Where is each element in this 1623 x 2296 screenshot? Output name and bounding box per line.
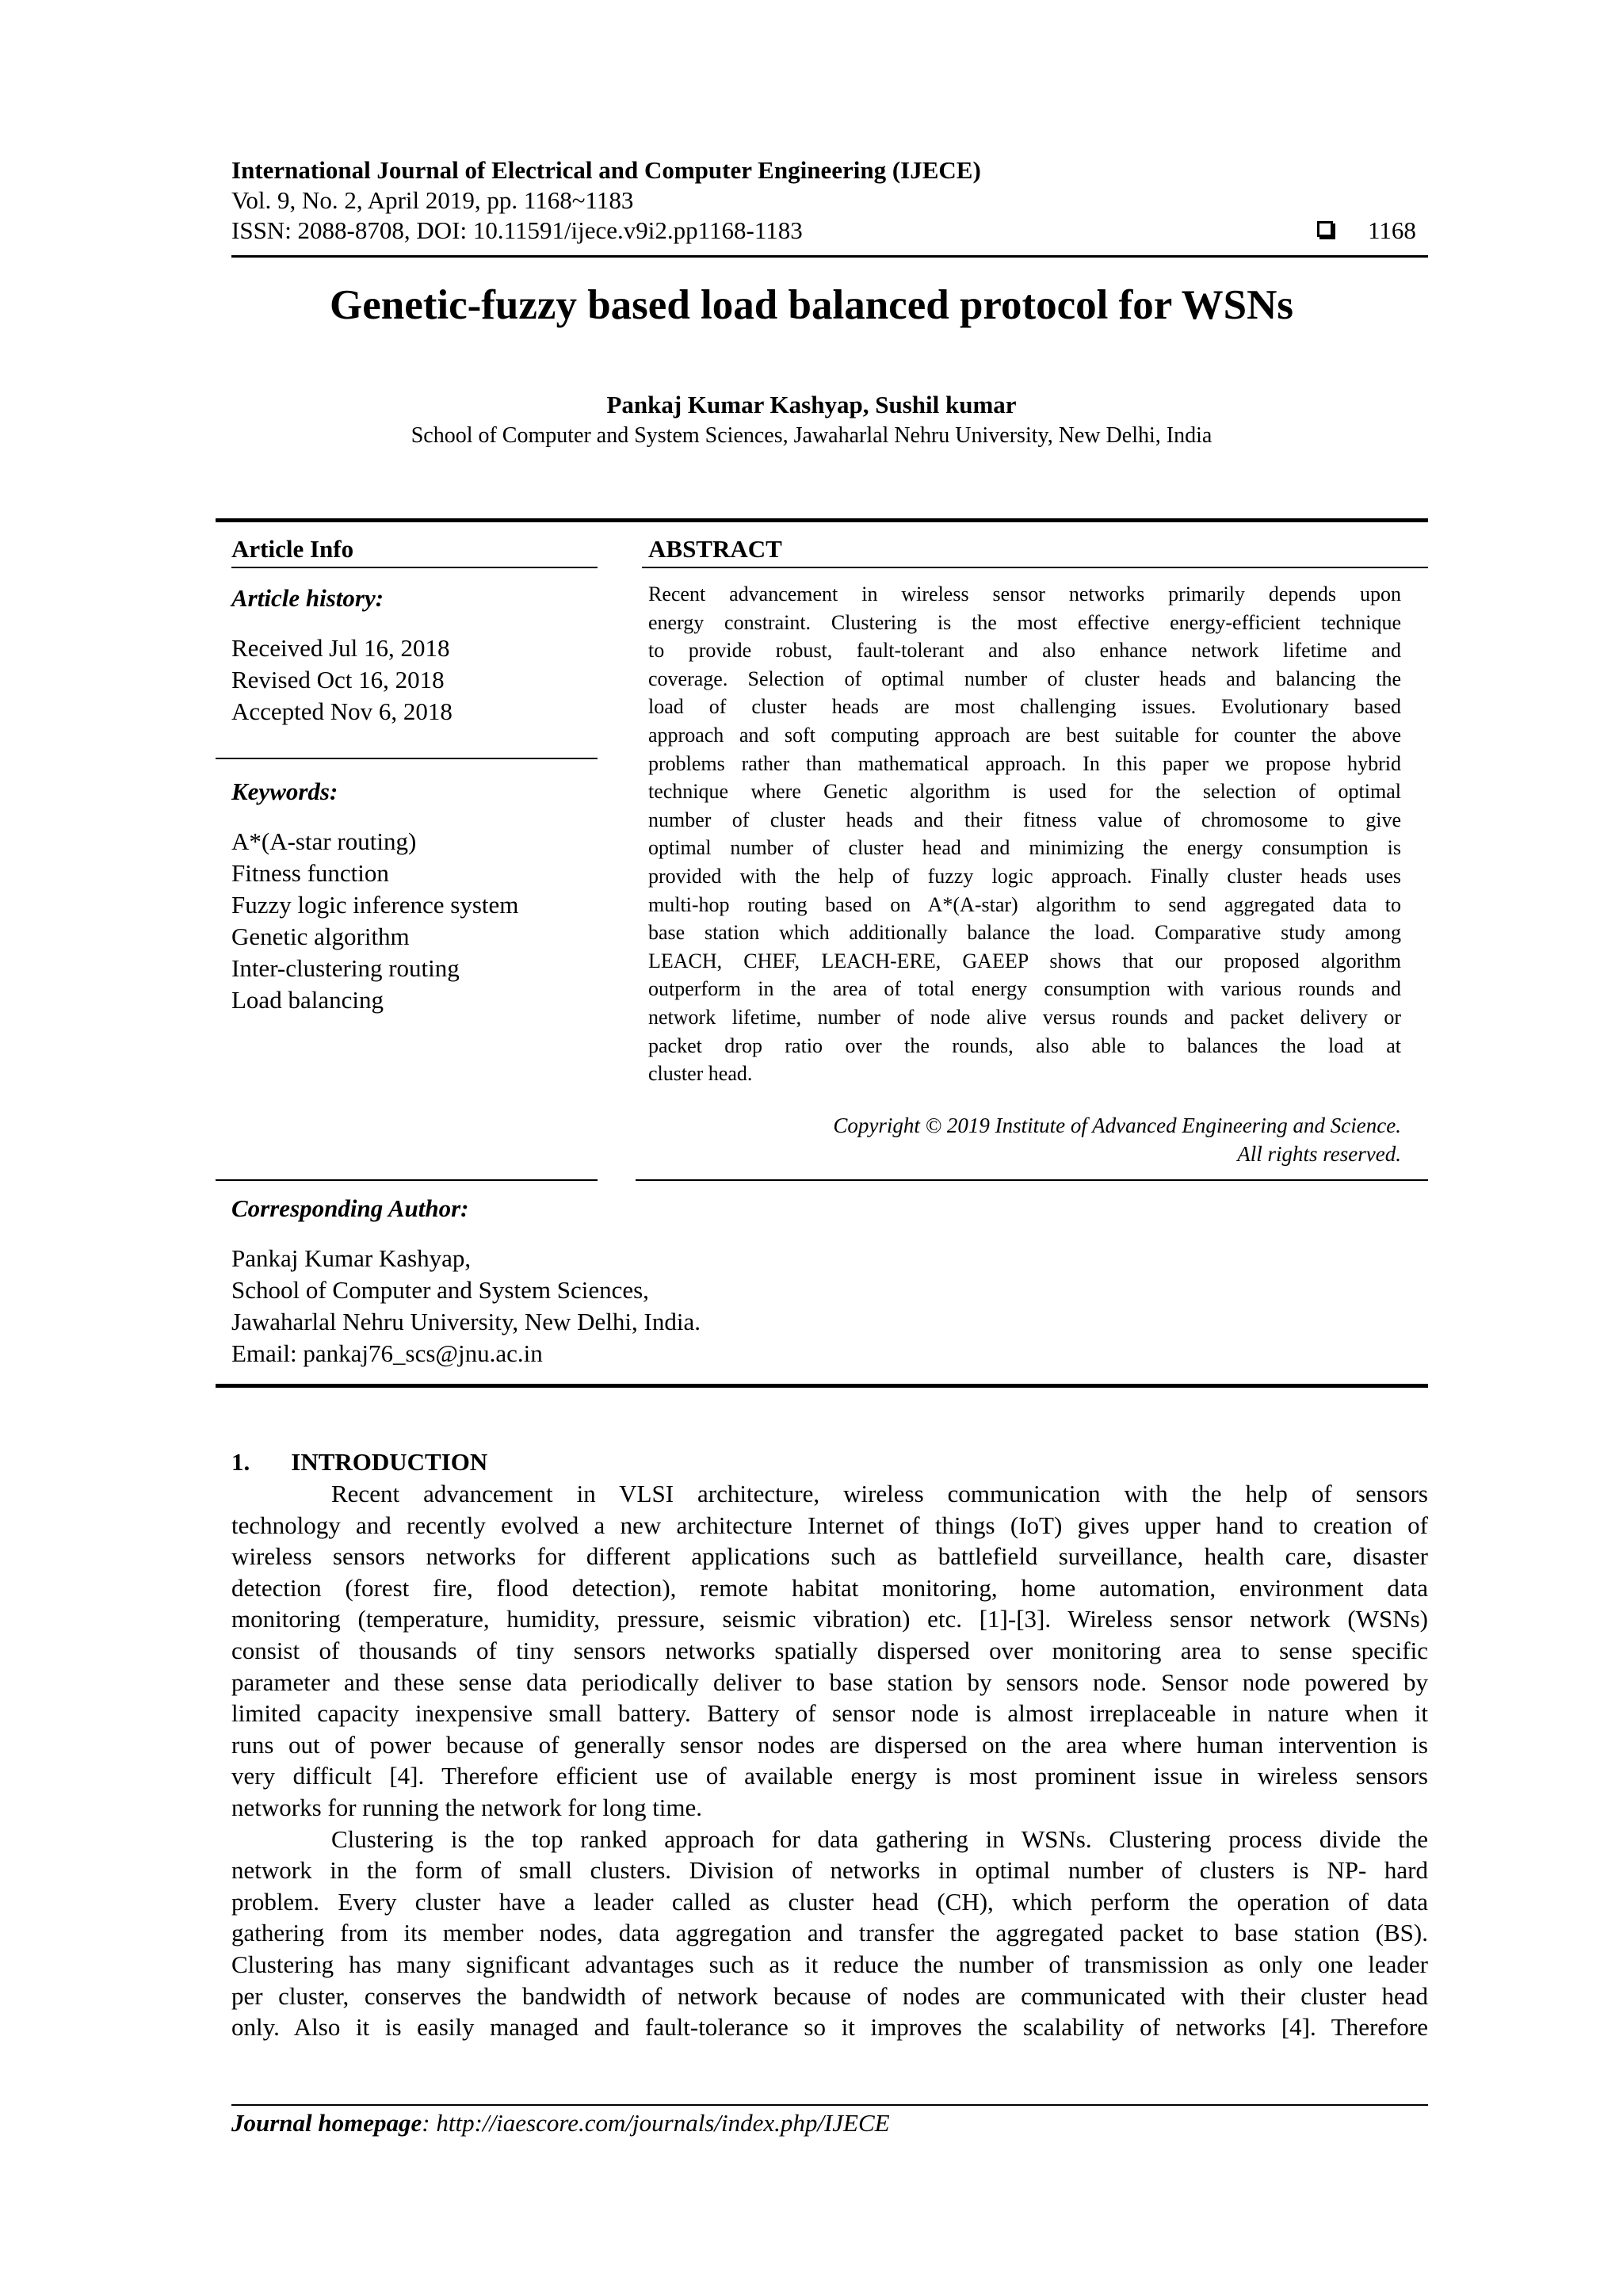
abstract-line: packet drop ratio over the rounds, also able to balances the load at (648, 1033, 1401, 1057)
corresponding-author-line: Jawaharlal Nehru University, New Delhi, India. (231, 1308, 701, 1335)
keyword-item: Genetic algorithm (231, 923, 410, 950)
abstract-line: load of cluster heads are most challenging issues. Evolutionary based (648, 695, 1401, 719)
history-accepted: Accepted Nov 6, 2018 (231, 697, 453, 725)
history-revised: Revised Oct 16, 2018 (231, 666, 445, 693)
keywords-heading: Keywords: (231, 777, 338, 805)
introduction-line: Clustering is the top ranked approach for data gathering in WSNs. Clustering process divide the (331, 1824, 1428, 1853)
article-info-bottom-rule (216, 1179, 598, 1181)
article-history-heading: Article history: (231, 584, 384, 612)
introduction-line: detection (forest fire, flood detection), remote habitat monitoring, home automation, environment data (231, 1573, 1428, 1602)
introduction-line: networks for running the network for long time. (231, 1794, 703, 1821)
article-info-top-rule (216, 518, 1428, 522)
abstract-line: network lifetime, number of node alive versus rounds and packet delivery or (648, 1006, 1401, 1029)
journal-volume-line: Vol. 9, No. 2, April 2019, pp. 1168~1183 (231, 186, 634, 214)
section-title: INTRODUCTION (291, 1448, 488, 1476)
corresponding-author-email: Email: pankaj76_scs@jnu.ac.in (231, 1339, 543, 1367)
copyright-line: Copyright © 2019 Institute of Advanced Engineering and Science. (833, 1114, 1401, 1137)
introduction-line: Clustering has many significant advantages such as it reduce the number of transmission as only one leader (231, 1950, 1428, 1978)
introduction-line: limited capacity inexpensive small battery. Battery of sensor node is almost irreplaceable in nature when it (231, 1699, 1428, 1728)
abstract-heading-rule (642, 567, 1428, 568)
page-number: 1168 (1368, 216, 1416, 244)
abstract-line: to provide robust, fault-tolerant and also enhance network lifetime and (648, 639, 1401, 663)
abstract-line: optimal number of cluster head and minimizing the energy consumption is (648, 836, 1401, 860)
corresponding-author-line: Pankaj Kumar Kashyap, (231, 1244, 472, 1272)
introduction-line: per cluster, conserves the bandwidth of network because of nodes are communicated with their cluster head (231, 1981, 1428, 2010)
abstract-line: Recent advancement in wireless sensor networks primarily depends upon (648, 583, 1401, 606)
abstract-line: multi-hop routing based on A*(A-star) algorithm to send aggregated data to (648, 892, 1401, 916)
introduction-line: technology and recently evolved a new architecture Internet of things (IoT) gives upper hand to creation of (231, 1511, 1428, 1539)
introduction-line: Recent advancement in VLSI architecture, wireless communication with the help of sensors (331, 1480, 1428, 1507)
introduction-line: gathering from its member nodes, data aggregation and transfer the aggregated packet to base station (BS). (231, 1919, 1428, 1947)
journal-name: International Journal of Electrical and Computer Engineering (IJECE) (231, 156, 981, 184)
abstract-line: provided with the help of fuzzy logic approach. Finally cluster heads uses (648, 865, 1401, 888)
keyword-item: A*(A-star routing) (231, 827, 417, 855)
abstract-line: problems rather than mathematical approach. In this paper we propose hybrid (648, 751, 1401, 775)
header-rule (231, 255, 1428, 258)
paper-title: Genetic-fuzzy based load balanced protocol for WSNs (329, 282, 1294, 328)
section-heading-introduction (231, 1447, 487, 1477)
keyword-item: Load balancing (231, 986, 384, 1014)
abstract-line: technique where Genetic algorithm is used for the selection of optimal (648, 780, 1401, 804)
footer-url[interactable]: http://iaescore.com/journals/index.php/IJECE (436, 2109, 890, 2137)
keyword-item: Fitness function (231, 859, 389, 887)
abstract-line: base station which additionally balance the load. Comparative study among (648, 921, 1401, 945)
abstract-line: cluster head. (648, 1062, 753, 1086)
history-received: Received Jul 16, 2018 (231, 634, 450, 662)
abstract-line: approach and soft computing approach are best suitable for counter the above (648, 724, 1401, 747)
article-info-heading: Article Info (231, 535, 354, 563)
abstract-line: LEACH, CHEF, LEACH-ERE, GAEEP shows that our proposed algorithm (648, 949, 1401, 972)
footer-label: Journal homepage (231, 2109, 422, 2137)
rights-line: All rights reserved. (1237, 1142, 1401, 1166)
abstract-line: number of cluster heads and their fitness value of chromosome to give (648, 808, 1401, 831)
introduction-line: only. Also it is easily managed and fault-tolerance so it improves the scalability of networks [4]. Therefore (231, 2013, 1428, 2042)
keyword-item: Fuzzy logic inference system (231, 891, 519, 919)
author-names: Pankaj Kumar Kashyap, Sushil kumar (606, 391, 1017, 418)
footer-separator: : (422, 2109, 437, 2137)
abstract-line: outperform in the area of total energy consumption with various rounds and (648, 977, 1401, 1001)
keyword-item: Inter-clustering routing (231, 954, 460, 982)
section-number: 1. (231, 1448, 250, 1476)
introduction-line: network in the form of small clusters. Division of networks in optimal number of clusters is NP- hard (231, 1856, 1428, 1885)
introduction-line: wireless sensors networks for different applications such as battlefield surveillance, health care, disaster (231, 1542, 1428, 1571)
keywords-divider-rule (216, 758, 598, 759)
author-affiliation: School of Computer and System Sciences, Jawaharlal Nehru University, New Delhi, India (411, 423, 1212, 448)
introduction-line: consist of thousands of tiny sensors networks spatially dispersed over monitoring area to sense specific (231, 1637, 1428, 1664)
abstract-bottom-rule (636, 1179, 1428, 1181)
corresponding-author-heading: Corresponding Author: (231, 1194, 469, 1222)
square-bullet-icon (1317, 221, 1333, 237)
corresponding-author-bottom-rule (216, 1384, 1428, 1388)
introduction-line: very difficult [4]. Therefore efficient use of available energy is most prominent issue in wireless sensors (231, 1762, 1428, 1790)
abstract-line: coverage. Selection of optimal number of cluster heads and balancing the (648, 667, 1401, 690)
introduction-line: parameter and these sense data periodically deliver to base station by sensors node. Sensor node powered by (231, 1668, 1428, 1696)
abstract-line: energy constraint. Clustering is the most effective energy-efficient technique (648, 610, 1401, 634)
introduction-line: runs out of power because of generally sensor nodes are dispersed on the area where human intervention is (231, 1730, 1428, 1759)
abstract-heading: ABSTRACT (648, 535, 782, 563)
introduction-line: problem. Every cluster have a leader called as cluster head (CH), which perform the operation of data (231, 1887, 1428, 1916)
introduction-line: monitoring (temperature, humidity, pressure, seismic vibration) etc. [1]-[3]. Wireless sensor network (WSNs) (231, 1605, 1428, 1633)
article-info-heading-rule (231, 567, 598, 568)
corresponding-author-line: School of Computer and System Sciences, (231, 1276, 649, 1304)
footer-rule (231, 2104, 1428, 2106)
journal-homepage-footer (231, 2108, 890, 2138)
journal-issn-line: ISSN: 2088-8708, DOI: 10.11591/ijece.v9i2.pp1168-1183 (231, 216, 803, 244)
